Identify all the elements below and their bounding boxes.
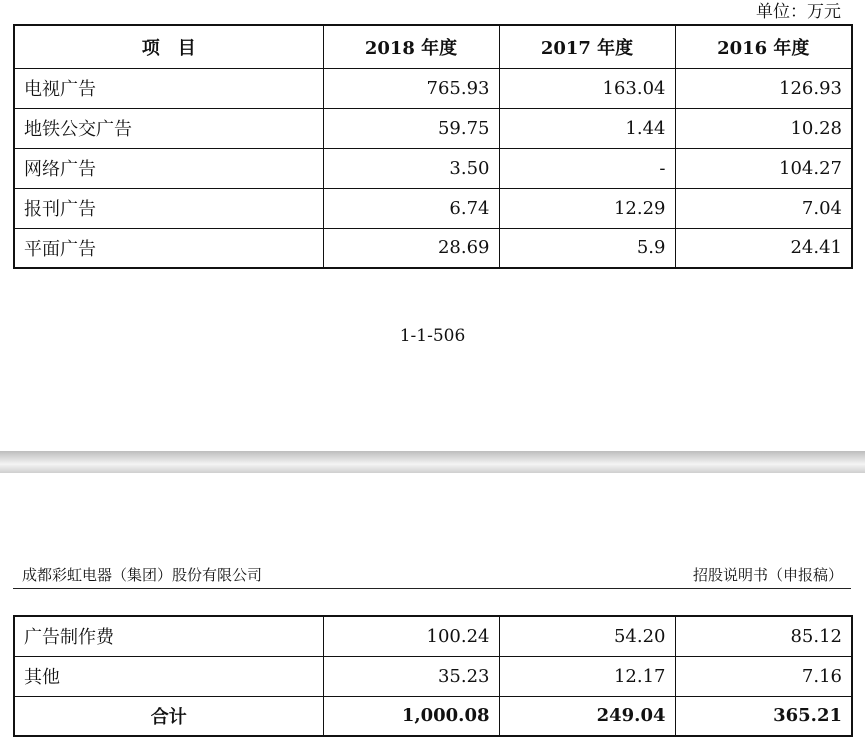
table-row bbox=[14, 148, 852, 188]
cell-2017: 12.29 bbox=[499, 188, 675, 228]
table-row bbox=[14, 108, 852, 148]
cell-2018: 6.74 bbox=[323, 188, 499, 228]
header-rule bbox=[13, 588, 851, 589]
cell-2017: 12.17 bbox=[499, 656, 675, 696]
total-row bbox=[14, 696, 852, 736]
cell-2016: 104.27 bbox=[675, 148, 852, 188]
table-row bbox=[14, 68, 852, 108]
row-label: 广告制作费 bbox=[14, 616, 323, 656]
cell-2016: 126.93 bbox=[675, 68, 852, 108]
cell-2018: 35.23 bbox=[323, 656, 499, 696]
table-row bbox=[14, 188, 852, 228]
total-label: 合计 bbox=[14, 696, 323, 736]
header-2016: 2016 年度 bbox=[675, 25, 852, 68]
row-label: 报刊广告 bbox=[14, 188, 323, 228]
row-label: 电视广告 bbox=[14, 68, 323, 108]
cell-2017: 163.04 bbox=[499, 68, 675, 108]
page-number: 1-1-506 bbox=[399, 326, 466, 346]
unit-label: 单位：万元 bbox=[756, 2, 841, 22]
row-label: 网络广告 bbox=[14, 148, 323, 188]
company-name: 成都彩虹电器（集团）股份有限公司 bbox=[22, 566, 263, 584]
cell-2017: - bbox=[499, 148, 675, 188]
table-row bbox=[14, 656, 852, 696]
advertising-expense-table-continued bbox=[13, 615, 853, 737]
table-row bbox=[14, 616, 852, 656]
cell-2018: 3.50 bbox=[323, 148, 499, 188]
total-2016: 365.21 bbox=[675, 696, 852, 736]
table-row bbox=[14, 228, 852, 268]
cell-2016: 24.41 bbox=[675, 228, 852, 268]
cell-2017: 5.9 bbox=[499, 228, 675, 268]
header-item: 项 目 bbox=[14, 25, 323, 68]
row-label: 其他 bbox=[14, 656, 323, 696]
cell-2017: 1.44 bbox=[499, 108, 675, 148]
cell-2018: 28.69 bbox=[323, 228, 499, 268]
header-2017: 2017 年度 bbox=[499, 25, 675, 68]
advertising-expense-table bbox=[13, 24, 853, 269]
cell-2016: 7.16 bbox=[675, 656, 852, 696]
cell-2016: 85.12 bbox=[675, 616, 852, 656]
cell-2017: 54.20 bbox=[499, 616, 675, 656]
row-label: 平面广告 bbox=[14, 228, 323, 268]
cell-2016: 10.28 bbox=[675, 108, 852, 148]
total-2018: 1,000.08 bbox=[323, 696, 499, 736]
total-2017: 249.04 bbox=[499, 696, 675, 736]
page-divider bbox=[0, 451, 865, 473]
cell-2018: 59.75 bbox=[323, 108, 499, 148]
cell-2016: 7.04 bbox=[675, 188, 852, 228]
cell-2018: 765.93 bbox=[323, 68, 499, 108]
cell-2018: 100.24 bbox=[323, 616, 499, 656]
header-2018: 2018 年度 bbox=[323, 25, 499, 68]
row-label: 地铁公交广告 bbox=[14, 108, 323, 148]
table-header-row bbox=[14, 25, 852, 68]
document-title: 招股说明书（申报稿） bbox=[692, 566, 843, 584]
